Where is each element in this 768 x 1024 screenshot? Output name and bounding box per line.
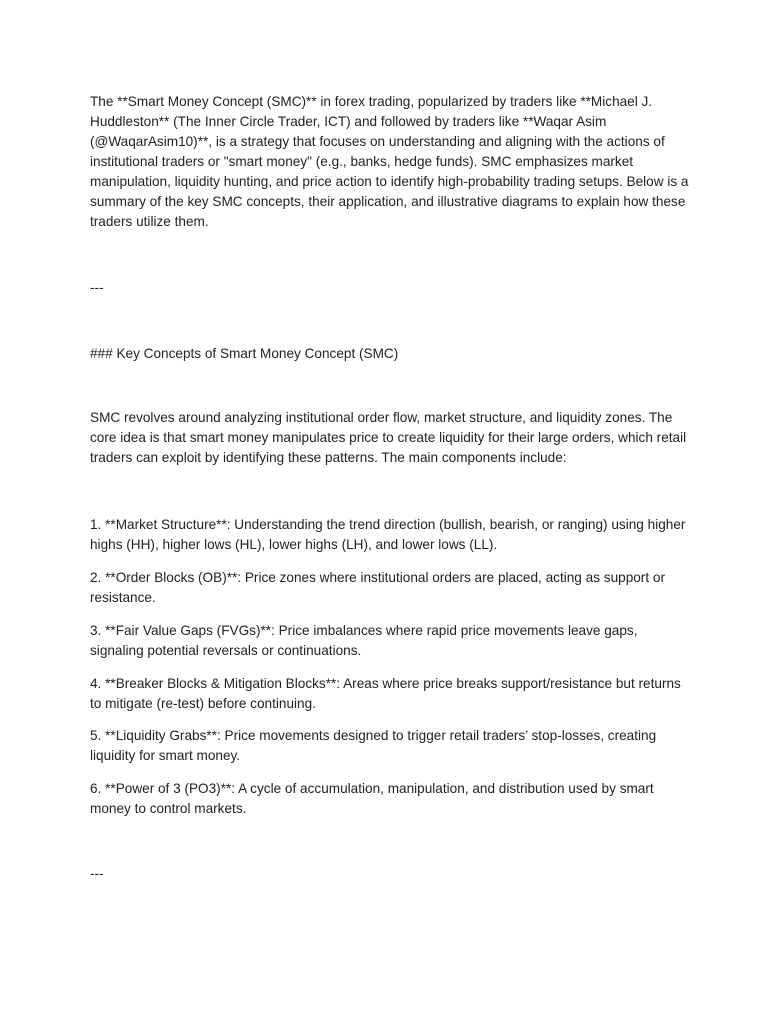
section-heading: ### Key Concepts of Smart Money Concept (SMC) (90, 346, 399, 361)
overview-paragraph: SMC revolves around analyzing institutional order flow, market structure, and liquidity zones. The core idea is that smart money manipulates price to create liquidity for their large orders, which retail traders can exploit by identifying these patterns. The main components include: (90, 410, 687, 465)
list-item: 3. **Fair Value Gaps (FVGs)**: Price imbalances where rapid price movements leave gaps, signaling potential reversals or continuations. (90, 623, 638, 658)
list-item: 4. **Breaker Blocks & Mitigation Blocks**: Areas where price breaks support/resistance but returns to mitigate (re-test) before continuing. (90, 676, 681, 711)
list-item: 6. **Power of 3 (PO3)**: A cycle of accumulation, manipulation, and distribution used by smart money to control markets. (90, 781, 654, 816)
section-separator: --- (90, 280, 104, 295)
intro-paragraph: The **Smart Money Concept (SMC)** in forex trading, popularized by traders like **Michael J. Huddleston** (The Inner Circle Trader, ICT) and followed by traders like **Waqar Asim (@WaqarAsim10)**, is a strategy that focuses on understanding and aligning with the actions of institutional traders or "smart money" (e.g., banks, hedge funds). SMC emphasizes market manipulation, liquidity hunting, and price action to identify high-probability trading setups. Below is a summary of the key SMC concepts, their application, and illustrative diagrams to explain how these traders utilize them. (90, 94, 689, 229)
list-item: 2. **Order Blocks (OB)**: Price zones where institutional orders are placed, acting as support or resistance. (90, 570, 665, 605)
section-separator: --- (90, 866, 104, 881)
list-item: 1. **Market Structure**: Understanding the trend direction (bullish, bearish, or ranging) using higher highs (HH), higher lows (HL), lower highs (LH), and lower lows (LL). (90, 517, 686, 552)
list-item: 5. **Liquidity Grabs**: Price movements designed to trigger retail traders’ stop-losses, creating liquidity for smart money. (90, 728, 657, 763)
